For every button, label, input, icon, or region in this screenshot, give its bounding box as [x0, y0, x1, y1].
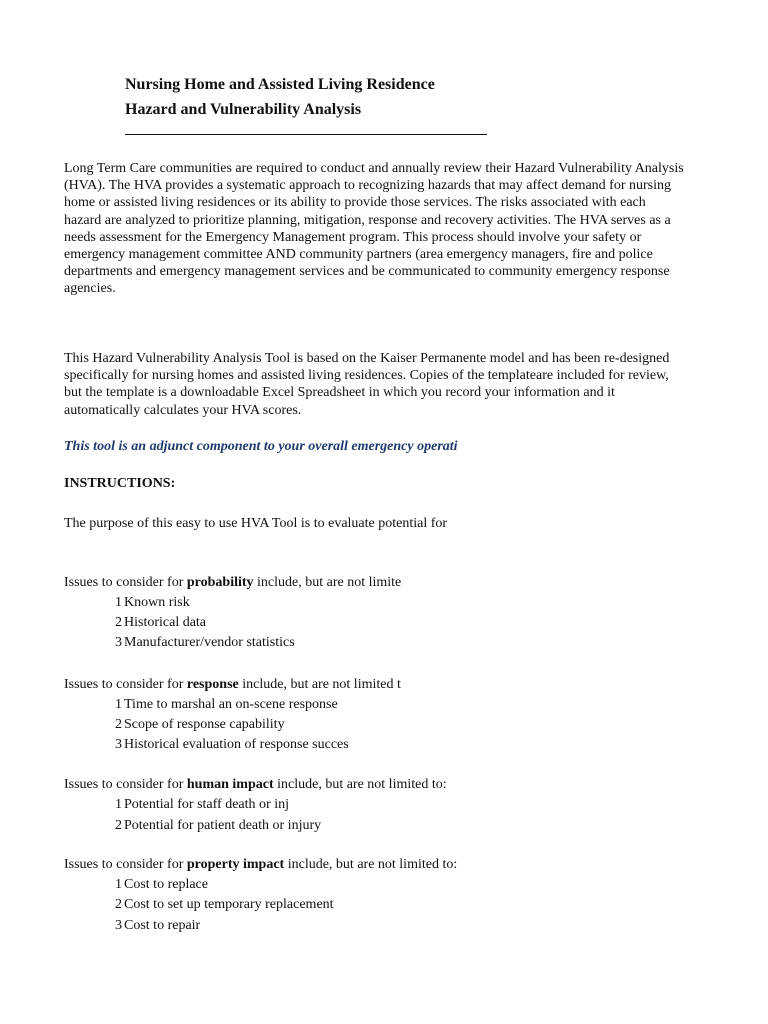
- list-item: [115, 614, 206, 632]
- adjunct-note: This tool is an adjunct component to your overall emergency operati: [64, 439, 458, 454]
- issue-prefix: Issues to consider for: [64, 857, 187, 872]
- item-number: 3: [115, 737, 122, 752]
- issue-suffix: include, but are not limited to:: [273, 777, 447, 792]
- title-underline: [125, 134, 487, 135]
- item-text: Potential for staff death or inj: [124, 797, 289, 812]
- item-text: Cost to repair: [124, 918, 201, 933]
- item-number: 1: [115, 697, 122, 712]
- item-text: Scope of response capability: [124, 717, 285, 732]
- document-title: [125, 72, 435, 122]
- item-text: Historical data: [124, 615, 207, 630]
- item-text: Cost to replace: [124, 877, 208, 892]
- list-item: [115, 736, 367, 754]
- issue-suffix: include, but are not limited to:: [284, 857, 458, 872]
- list-item: [115, 594, 190, 612]
- list-item: [115, 817, 321, 835]
- list-item: [115, 634, 334, 652]
- issue-suffix: include, but are not limite: [253, 575, 402, 590]
- item-text: Historical evaluation of response succes: [124, 737, 349, 752]
- item-number: 2: [115, 615, 122, 630]
- item-text: Manufacturer/vendor statistics: [124, 635, 295, 650]
- item-number: 1: [115, 595, 122, 610]
- tool-description-paragraph: This Hazard Vulnerability Analysis Tool is based on the Kaiser Permanente model and has been re-designed specifically for nursing homes and assisted living residences. Copies of the templateare included for review, but the template is a downloadable Excel Spreadsheet in which you record your information and it automatically calculates your HVA scores.: [64, 351, 670, 418]
- item-number: 3: [115, 635, 122, 650]
- list-item: [115, 917, 200, 935]
- property-impact-issues-heading: [64, 856, 457, 874]
- item-number: 3: [115, 918, 122, 933]
- purpose-text: The purpose of this easy to use HVA Tool is to evaluate potential for: [64, 516, 448, 531]
- human-impact-issues-heading: [64, 776, 447, 794]
- issue-keyword: response: [186, 677, 239, 692]
- list-item: [115, 716, 285, 734]
- probability-issues-heading: [64, 574, 426, 592]
- list-item: [115, 796, 303, 814]
- item-number: 2: [115, 818, 122, 833]
- issue-keyword: probability: [186, 575, 254, 590]
- item-text: Potential for patient death or injury: [124, 818, 322, 833]
- list-item: [115, 696, 338, 714]
- issue-keyword: human impact: [186, 777, 274, 792]
- item-number: 1: [115, 877, 122, 892]
- response-issues-heading: [64, 676, 426, 694]
- title-line-1: Nursing Home and Assisted Living Residence: [125, 76, 435, 93]
- issue-prefix: Issues to consider for: [64, 575, 187, 590]
- title-line-2: Hazard and Vulnerability Analysis: [125, 101, 362, 118]
- item-number: 1: [115, 797, 122, 812]
- item-text: Known risk: [124, 595, 190, 610]
- issue-prefix: Issues to consider for: [64, 777, 187, 792]
- list-item: [115, 876, 208, 894]
- issue-prefix: Issues to consider for: [64, 677, 187, 692]
- intro-paragraph: Long Term Care communities are required to conduct and annually review their Hazard Vulnerability Analysis (HVA). The HVA provides a systematic approach to recognizing hazards that may affect demand for nursing home or assisted living residences or its ability to provide those services. The risks associated with each hazard are analyzed to prioritize planning, mitigation, response and recovery activities. The HVA serves as a needs assessment for the Emergency Management program. This process should involve your safety or emergency management committee AND community partners (area emergency managers, fire and police departments and emergency management services and be communicated to community emergency response agencies.: [64, 161, 684, 297]
- item-text: Cost to set up temporary replacement: [124, 897, 334, 912]
- issue-suffix: include, but are not limited t: [238, 677, 401, 692]
- list-item: [115, 896, 334, 914]
- instructions-heading: INSTRUCTIONS:: [64, 476, 176, 491]
- item-text: Time to marshal an on-scene response: [124, 697, 338, 712]
- issue-keyword: property impact: [186, 857, 285, 872]
- item-number: 2: [115, 717, 122, 732]
- item-number: 2: [115, 897, 122, 912]
